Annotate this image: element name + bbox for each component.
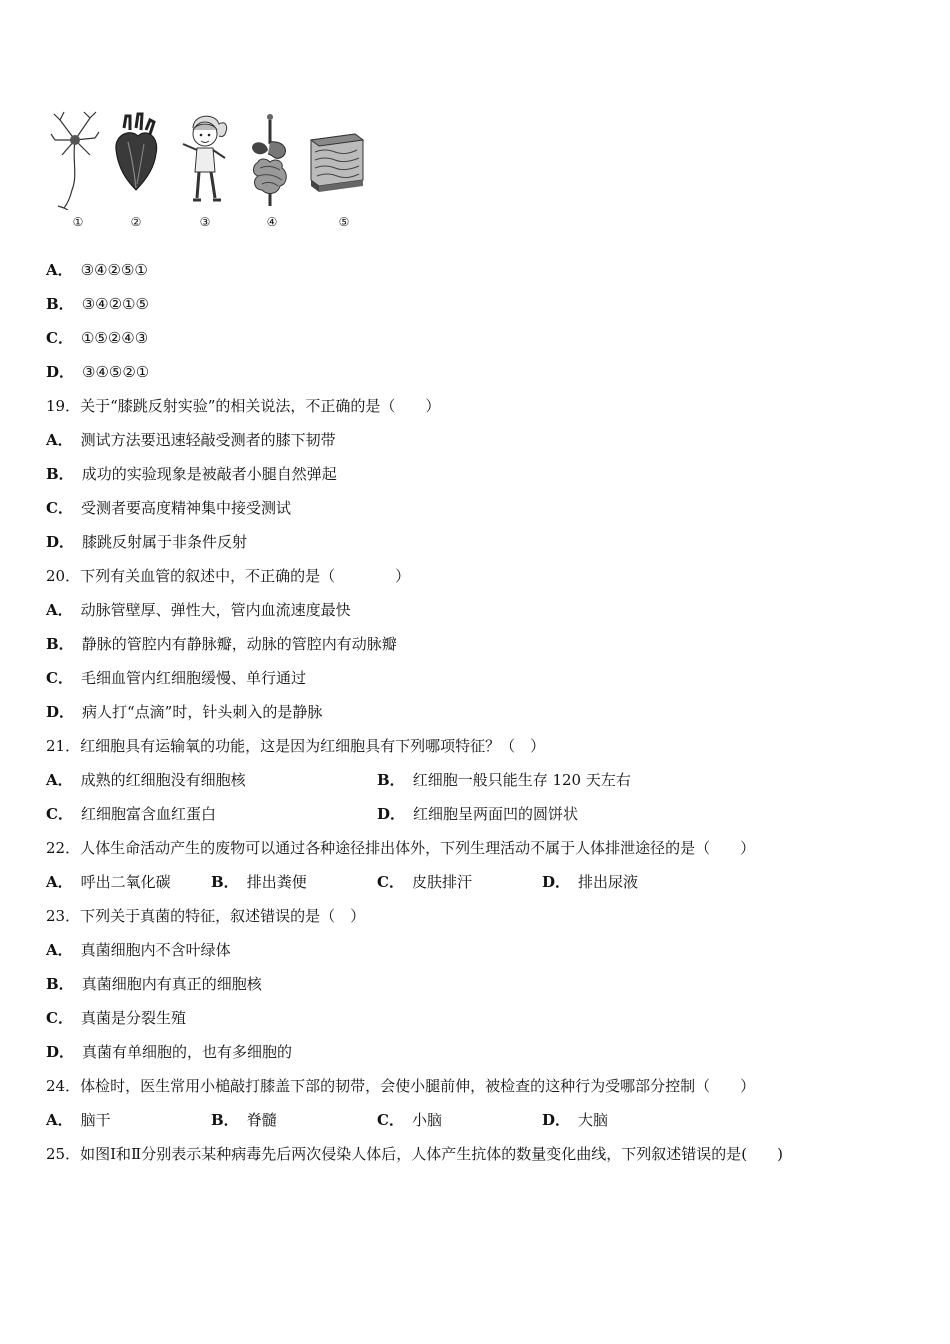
- option-text: 病人打“点滴”时，针头刺入的是静脉: [82, 703, 323, 721]
- q19-stem: 19．关于“膝跳反射实验”的相关说法，不正确的是（ ）: [46, 397, 441, 415]
- option-text: ③④②⑤①: [80, 261, 148, 279]
- q18-option-b: [46, 292, 149, 316]
- q23-option-c: [46, 1006, 186, 1030]
- q24-option-a: [46, 1108, 111, 1132]
- heart-icon: [110, 110, 162, 210]
- option-text: ③④⑤②①: [82, 363, 150, 381]
- option-letter: D．: [46, 363, 75, 381]
- figure-label-4: ④: [266, 215, 278, 229]
- option-letter: C．: [46, 329, 73, 347]
- q21-option-a: [46, 768, 246, 792]
- neuron-icon: [50, 110, 100, 210]
- q20-option-a: [46, 598, 351, 622]
- q20-option-d: [46, 700, 322, 724]
- option-letter: A．: [46, 873, 73, 891]
- option-letter: D．: [46, 533, 75, 551]
- q24-stem: 24．体检时，医生常用小槌敲打膝盖下部的韧带，会使小腿前伸，被检查的这种行为受哪部分控制（ ）: [46, 1077, 756, 1095]
- option-text: 膝跳反射属于非条件反射: [82, 533, 248, 551]
- figure-row: [50, 110, 380, 235]
- epithelial-tissue-icon: [305, 110, 367, 210]
- q19-option-c: [46, 496, 291, 520]
- q20-option-c: [46, 666, 306, 690]
- option-text: ③④②①⑤: [81, 295, 149, 313]
- option-text: 脑干: [80, 1111, 111, 1129]
- figure-label-3: ③: [199, 215, 211, 229]
- q22-stem: 22．人体生命活动产生的废物可以通过各种途径排出体外，下列生理活动不属于人体排泄途径的是（ ）: [46, 839, 756, 857]
- option-text: 脊髓: [246, 1111, 277, 1129]
- option-text: 成熟的红细胞没有细胞核: [80, 771, 246, 789]
- q21-stem: 21．红细胞具有运输氧的功能，这是因为红细胞具有下列哪项特征？（ ）: [46, 737, 546, 755]
- q24-option-b: [211, 1108, 277, 1132]
- q23-stem: 23．下列关于真菌的特征，叙述错误的是（ ）: [46, 907, 366, 925]
- option-letter: C．: [46, 499, 73, 517]
- q23-option-b: [46, 972, 262, 996]
- q21-option-d: [377, 802, 578, 826]
- q20-stem: 20．下列有关血管的叙述中，不正确的是（ ）: [46, 567, 411, 585]
- option-text: 红细胞一般只能生存 120 天左右: [412, 771, 631, 789]
- option-text: 红细胞富含血红蛋白: [80, 805, 216, 823]
- option-text: 真菌细胞内有真正的细胞核: [81, 975, 262, 993]
- option-letter: D．: [46, 703, 75, 721]
- q23-option-a: [46, 938, 231, 962]
- q24-option-d: [542, 1108, 608, 1132]
- option-text: 真菌有单细胞的，也有多细胞的: [82, 1043, 293, 1061]
- option-letter: B．: [46, 465, 74, 483]
- option-letter: D．: [46, 1043, 75, 1061]
- option-letter: C．: [46, 669, 73, 687]
- option-letter: A．: [46, 261, 73, 279]
- option-text: 测试方法要迅速轻敲受测者的膝下韧带: [80, 431, 336, 449]
- option-letter: A．: [46, 601, 73, 619]
- option-text: 排出尿液: [578, 873, 639, 891]
- option-letter: A．: [46, 431, 73, 449]
- q20-option-b: [46, 632, 397, 656]
- q23-option-d: [46, 1040, 292, 1064]
- option-text: 呼出二氧化碳: [80, 873, 171, 891]
- digestive-system-icon: [246, 110, 296, 210]
- figure-label-2: ②: [130, 215, 142, 229]
- option-letter: B．: [377, 771, 405, 789]
- q19-option-b: [46, 462, 337, 486]
- figure-label-5: ⑤: [338, 215, 350, 229]
- option-letter: C．: [46, 805, 73, 823]
- option-text: 真菌细胞内不含叶绿体: [80, 941, 231, 959]
- option-text: 排出粪便: [246, 873, 307, 891]
- q18-option-a: [46, 258, 148, 282]
- girl-icon: [175, 110, 235, 210]
- q19-option-d: [46, 530, 247, 554]
- q22-option-a: [46, 870, 171, 894]
- option-text: 真菌是分裂生殖: [80, 1009, 186, 1027]
- option-letter: B．: [46, 635, 74, 653]
- q25-stem: 25．如图Ⅰ和Ⅱ分别表示某种病毒先后两次侵染人体后，人体产生抗体的数量变化曲线，下列叙述错误的是( ): [46, 1145, 783, 1163]
- option-letter: A．: [46, 771, 73, 789]
- option-text: 皮肤排汗: [411, 873, 472, 891]
- option-letter: D．: [542, 873, 571, 891]
- option-text: 动脉管壁厚、弹性大，管内血流速度最快: [80, 601, 351, 619]
- q22-option-d: [542, 870, 638, 894]
- q22-option-b: [211, 870, 307, 894]
- option-letter: D．: [377, 805, 406, 823]
- q22-option-c: [377, 870, 472, 894]
- option-letter: D．: [542, 1111, 571, 1129]
- figure-label-1: ①: [72, 215, 84, 229]
- option-letter: B．: [211, 873, 239, 891]
- option-letter: C．: [377, 873, 404, 891]
- option-letter: B．: [46, 295, 74, 313]
- option-text: 大脑: [578, 1111, 609, 1129]
- q18-option-c: [46, 326, 148, 350]
- option-letter: A．: [46, 1111, 73, 1129]
- option-letter: A．: [46, 941, 73, 959]
- option-letter: B．: [211, 1111, 239, 1129]
- q24-option-c: [377, 1108, 442, 1132]
- option-text: 静脉的管腔内有静脉瓣，动脉的管腔内有动脉瓣: [81, 635, 397, 653]
- q21-option-c: [46, 802, 216, 826]
- option-letter: C．: [377, 1111, 404, 1129]
- q21-option-b: [377, 768, 631, 792]
- q19-option-a: [46, 428, 336, 452]
- option-text: ①⑤②④③: [80, 329, 149, 347]
- option-letter: C．: [46, 1009, 73, 1027]
- option-text: 红细胞呈两面凹的圆饼状: [413, 805, 579, 823]
- option-text: 毛细血管内红细胞缓慢、单行通过: [80, 669, 306, 687]
- option-text: 成功的实验现象是被敲者小腿自然弹起: [81, 465, 337, 483]
- option-text: 小脑: [411, 1111, 442, 1129]
- option-letter: B．: [46, 975, 74, 993]
- q18-option-d: [46, 360, 149, 384]
- option-text: 受测者要高度精神集中接受测试: [80, 499, 291, 517]
